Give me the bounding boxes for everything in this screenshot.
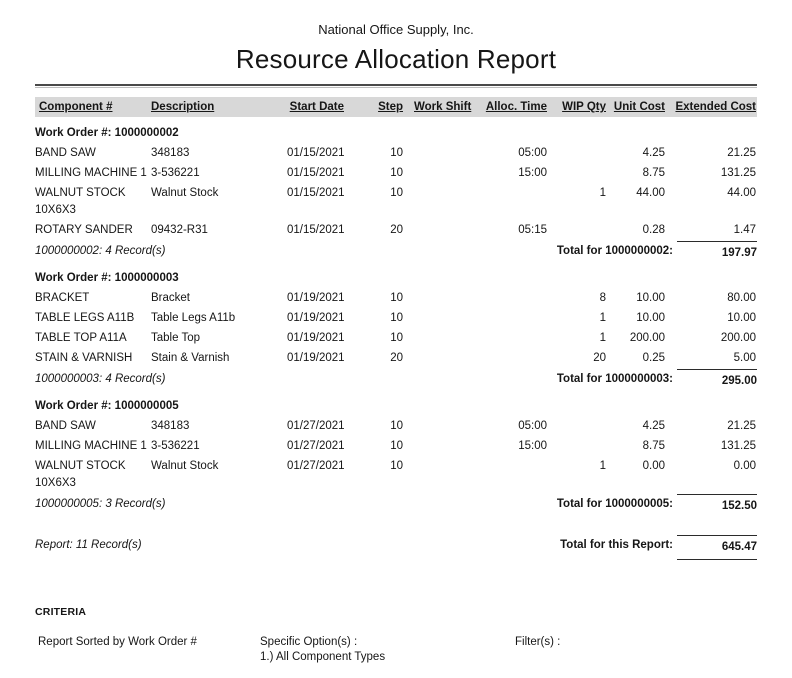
cell-unit-cost: 4.25 — [642, 146, 665, 159]
criteria-heading: CRITERIA — [35, 606, 87, 618]
cell-description: 09432-R31 — [151, 223, 208, 236]
cell-step: 10 — [390, 459, 403, 472]
cell-description: Table Top — [151, 331, 201, 344]
cell-step: 10 — [390, 146, 403, 159]
report-total-value: 645.47 — [677, 535, 757, 560]
criteria-specific-options-label: Specific Option(s) : — [260, 636, 358, 648]
table-row — [35, 288, 757, 308]
report-body — [35, 123, 757, 515]
column-header-unit-cost: Unit Cost — [613, 101, 665, 113]
cell-wip-qty — [547, 220, 606, 223]
work-order-group — [35, 396, 757, 515]
column-header-component: Component # — [39, 101, 113, 113]
cell-wip-qty: 1 — [599, 459, 606, 472]
table-row — [35, 348, 757, 368]
cell-extended-cost: 44.00 — [727, 186, 756, 199]
work-order-header: Work Order #: 1000000003 — [35, 272, 179, 284]
cell-start-date: 01/19/2021 — [287, 351, 345, 364]
cell-work-shift — [403, 308, 466, 311]
cell-alloc-time: 05:00 — [518, 419, 547, 432]
cell-extended-cost: 131.25 — [720, 166, 756, 179]
cell-start-date: 01/15/2021 — [287, 223, 345, 236]
cell-start-date: 01/27/2021 — [287, 419, 345, 432]
column-header-start-date: Start Date — [289, 101, 344, 113]
cell-component: BRACKET — [35, 291, 90, 304]
cell-unit-cost: 10.00 — [636, 311, 665, 324]
cell-work-shift — [403, 416, 466, 419]
table-row — [35, 308, 757, 328]
cell-step: 10 — [390, 186, 403, 199]
cell-alloc-time — [466, 456, 547, 459]
cell-description: 348183 — [151, 419, 190, 432]
cell-work-shift — [403, 348, 466, 351]
cell-unit-cost: 10.00 — [636, 291, 665, 304]
cell-step: 10 — [390, 331, 403, 344]
cell-wip-qty — [547, 143, 606, 146]
cell-alloc-time — [466, 308, 547, 311]
cell-wip-qty: 1 — [599, 331, 606, 344]
table-row — [35, 143, 757, 163]
cell-component: TABLE LEGS A11B — [35, 311, 135, 324]
group-summary-row — [35, 369, 757, 390]
cell-alloc-time — [466, 328, 547, 331]
cell-alloc-time — [466, 288, 547, 291]
cell-wip-qty — [547, 163, 606, 166]
column-header-row — [35, 97, 757, 117]
group-total-label: Total for 1000000002: — [556, 245, 673, 257]
group-total-value: 295.00 — [677, 369, 757, 390]
table-row — [35, 183, 757, 220]
cell-description: Walnut Stock — [151, 459, 219, 472]
table-row — [35, 328, 757, 348]
group-summary-row — [35, 241, 757, 262]
cell-start-date: 01/15/2021 — [287, 146, 345, 159]
cell-start-date: 01/15/2021 — [287, 166, 345, 179]
report-content — [35, 84, 757, 665]
criteria-specific-options-value: 1.) All Component Types — [260, 651, 386, 663]
column-header-description: Description — [151, 101, 215, 113]
criteria-sort-order: Report Sorted by Work Order # — [38, 636, 197, 648]
group-total-value: 197.97 — [677, 241, 757, 262]
criteria-filters-label: Filter(s) : — [515, 636, 561, 648]
cell-work-shift — [403, 143, 466, 146]
report-total-label: Total for this Report: — [560, 539, 673, 551]
cell-component: TABLE TOP A11A — [35, 331, 127, 344]
table-row — [35, 436, 757, 456]
cell-step: 10 — [390, 166, 403, 179]
cell-description: Bracket — [151, 291, 190, 304]
cell-step: 10 — [390, 419, 403, 432]
group-record-count: 1000000003: 4 Record(s) — [35, 373, 166, 385]
cell-description: 348183 — [151, 146, 190, 159]
cell-work-shift — [403, 163, 466, 166]
cell-unit-cost: 200.00 — [629, 331, 665, 344]
cell-wip-qty: 1 — [599, 311, 606, 324]
cell-start-date: 01/27/2021 — [287, 439, 345, 452]
cell-description: Walnut Stock — [151, 186, 219, 199]
cell-step: 20 — [390, 223, 403, 236]
column-header-extended-cost: Extended Cost — [675, 101, 756, 113]
cell-component: BAND SAW — [35, 146, 96, 159]
cell-component: STAIN & VARNISH — [35, 351, 133, 364]
cell-component: ROTARY SANDER — [35, 223, 133, 236]
cell-alloc-time — [466, 348, 547, 351]
cell-alloc-time — [466, 183, 547, 186]
cell-unit-cost: 44.00 — [636, 186, 665, 199]
cell-unit-cost: 0.28 — [642, 223, 665, 236]
cell-component: WALNUT STOCK 10X6X3 — [35, 186, 126, 216]
cell-work-shift — [403, 183, 466, 186]
table-row — [35, 163, 757, 183]
criteria-specific-options — [260, 635, 515, 665]
criteria-columns — [35, 635, 757, 665]
cell-work-shift — [403, 436, 466, 439]
cell-unit-cost: 8.75 — [642, 166, 665, 179]
cell-work-shift — [403, 456, 466, 459]
group-record-count: 1000000005: 3 Record(s) — [35, 498, 166, 510]
cell-start-date: 01/27/2021 — [287, 459, 345, 472]
table-row — [35, 220, 757, 240]
cell-extended-cost: 200.00 — [720, 331, 756, 344]
work-order-header: Work Order #: 1000000005 — [35, 400, 179, 412]
cell-description: 3-536221 — [151, 439, 200, 452]
cell-alloc-time: 05:00 — [518, 146, 547, 159]
group-total-label: Total for 1000000005: — [556, 498, 673, 510]
cell-work-shift — [403, 288, 466, 291]
criteria-section — [35, 606, 757, 665]
cell-unit-cost: 4.25 — [642, 419, 665, 432]
cell-start-date: 01/15/2021 — [287, 186, 345, 199]
cell-extended-cost: 10.00 — [727, 311, 756, 324]
cell-unit-cost: 0.00 — [642, 459, 665, 472]
cell-work-shift — [403, 328, 466, 331]
cell-extended-cost: 5.00 — [733, 351, 756, 364]
cell-wip-qty: 8 — [599, 291, 606, 304]
cell-step: 10 — [390, 291, 403, 304]
cell-component: WALNUT STOCK 10X6X3 — [35, 459, 126, 489]
group-summary-row — [35, 494, 757, 515]
work-order-header: Work Order #: 1000000002 — [35, 127, 179, 139]
work-order-group — [35, 123, 757, 262]
cell-alloc-time: 05:15 — [518, 223, 547, 236]
cell-description: 3-536221 — [151, 166, 200, 179]
group-total-label: Total for 1000000003: — [556, 373, 673, 385]
cell-extended-cost: 80.00 — [727, 291, 756, 304]
cell-component: MILLING MACHINE 1 — [35, 439, 147, 452]
table-row — [35, 416, 757, 436]
cell-wip-qty: 1 — [599, 186, 606, 199]
group-total-value: 152.50 — [677, 494, 757, 515]
cell-component: BAND SAW — [35, 419, 96, 432]
cell-description: Table Legs A11b — [151, 311, 236, 324]
cell-step: 10 — [390, 311, 403, 324]
cell-wip-qty — [547, 416, 606, 419]
cell-extended-cost: 131.25 — [720, 439, 756, 452]
cell-unit-cost: 0.25 — [642, 351, 665, 364]
cell-step: 20 — [390, 351, 403, 364]
company-name: National Office Supply, Inc. — [318, 22, 474, 37]
cell-extended-cost: 21.25 — [727, 146, 756, 159]
page-title: Resource Allocation Report — [235, 44, 557, 74]
cell-work-shift — [403, 220, 466, 223]
cell-alloc-time: 15:00 — [518, 166, 547, 179]
cell-start-date: 01/19/2021 — [287, 291, 345, 304]
cell-alloc-time: 15:00 — [518, 439, 547, 452]
cell-wip-qty: 20 — [593, 351, 606, 364]
column-header-alloc-time: Alloc. Time — [485, 101, 547, 113]
column-header-step: Step — [378, 101, 403, 113]
cell-extended-cost: 0.00 — [733, 459, 756, 472]
column-header-work-shift: Work Shift — [414, 101, 472, 113]
work-order-group — [35, 268, 757, 390]
cell-description: Stain & Varnish — [151, 351, 230, 364]
cell-wip-qty — [547, 436, 606, 439]
cell-extended-cost: 21.25 — [727, 419, 756, 432]
group-record-count: 1000000002: 4 Record(s) — [35, 245, 166, 257]
cell-start-date: 01/19/2021 — [287, 331, 345, 344]
cell-step: 10 — [390, 439, 403, 452]
title-divider-rule — [35, 84, 757, 88]
table-row — [35, 456, 757, 493]
cell-component: MILLING MACHINE 1 — [35, 166, 147, 179]
cell-unit-cost: 8.75 — [642, 439, 665, 452]
report-summary-row — [35, 535, 757, 560]
report-record-count: Report: 11 Record(s) — [35, 539, 142, 551]
cell-extended-cost: 1.47 — [733, 223, 756, 236]
column-header-wip-qty: WIP Qty — [562, 101, 606, 113]
cell-start-date: 01/19/2021 — [287, 311, 345, 324]
